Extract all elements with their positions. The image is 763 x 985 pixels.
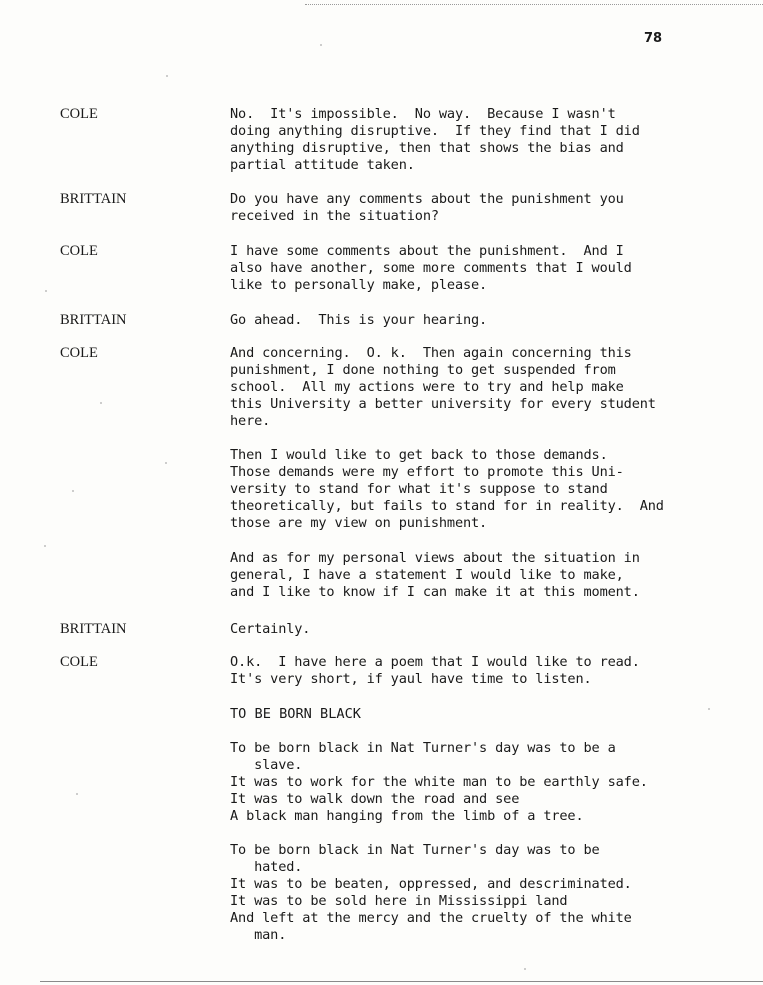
poem-title: TO BE BORN BLACK [230, 706, 361, 722]
speaker-label: COLE [60, 106, 98, 122]
scan-speck [76, 793, 78, 795]
dialogue-text: Go ahead. This is your hearing. [230, 312, 488, 328]
speaker-label: COLE [60, 654, 98, 670]
dialogue-text: Do you have any comments about the punishment you received in the situation? [230, 191, 624, 224]
dialogue-text: And concerning. O. k. Then again concerning this punishment, I done nothing to get suspended from school. All my actions were to try and help make this University a better university for every student here. [230, 345, 656, 429]
scan-speck [72, 490, 74, 492]
speaker-label: BRITTAIN [60, 312, 127, 328]
scan-speck [320, 44, 322, 46]
scan-speck [44, 545, 46, 547]
speaker-label: BRITTAIN [60, 191, 127, 207]
dialogue-text: I have some comments about the punishment. And I also have another, some more comments that I would like to personally make, please. [230, 243, 632, 293]
poem-stanza: To be born black in Nat Turner's day was to be hated. It was to be beaten, oppressed, and descriminated. It was to be sold here in Mississippi land And left at the mercy and the cruelty of the white man. [230, 842, 632, 943]
scan-speck [45, 290, 47, 292]
scan-speck [524, 968, 526, 970]
scan-speck [708, 708, 710, 710]
page-number: 78 [644, 31, 663, 46]
speaker-label: BRITTAIN [60, 621, 127, 637]
poem-stanza: To be born black in Nat Turner's day was to be a slave. It was to work for the white man to be earthly safe. It was to walk down the road and see A black man hanging from the limb of a tree. [230, 740, 648, 824]
speaker-label: COLE [60, 243, 98, 259]
dialogue-text: O.k. I have here a poem that I would like to read. It's very short, if yaul have time to listen. [230, 654, 640, 687]
dialogue-text: Certainly. [230, 621, 311, 637]
dialogue-text: No. It's impossible. No way. Because I wasn't doing anything disruptive. If they find that I did anything disruptive, then that shows the bias and partial attitude taken. [230, 106, 640, 173]
dialogue-text: And as for my personal views about the situation in general, I have a statement I would like to make, and I like to know if I can make it at this moment. [230, 550, 640, 600]
bottom-rule [40, 981, 763, 982]
speaker-label: COLE [60, 345, 98, 361]
scan-speck [100, 402, 102, 404]
scan-speck [166, 75, 168, 77]
scan-speck [165, 462, 167, 464]
top-dotted-rule [305, 4, 763, 5]
dialogue-text: Then I would like to get back to those demands. Those demands were my effort to promote this Uni- versity to stand for what it's suppose to stand theoretically, but fails to stand for in reality. And those are my view on punishment. [230, 447, 664, 531]
